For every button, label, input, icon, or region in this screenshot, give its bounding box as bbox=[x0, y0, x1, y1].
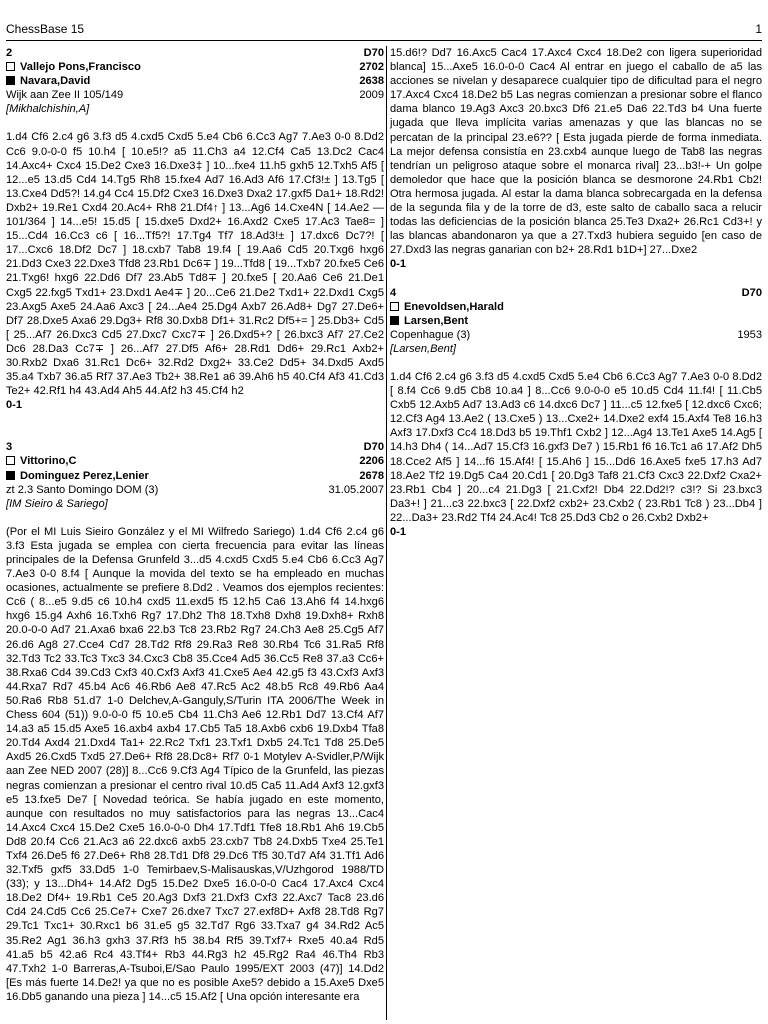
event: zt 2.3 Santo Domingo DOM (3) bbox=[6, 483, 159, 496]
white-elo: 2702 bbox=[359, 61, 384, 74]
black-elo: 2638 bbox=[359, 75, 384, 88]
game-result: 0-1 bbox=[390, 526, 407, 538]
game-number: 2 bbox=[6, 47, 13, 59]
event-year: 1953 bbox=[737, 328, 762, 341]
left-column bbox=[6, 46, 384, 1020]
game-result: 0-1 bbox=[6, 399, 23, 412]
eco-code: D70 bbox=[741, 286, 762, 299]
black-square-icon bbox=[6, 76, 15, 85]
black-square-icon bbox=[390, 316, 399, 325]
game-moves: 1.d4 Cf6 2.c4 g6 3.f3 d5 4.cxd5 Cxd5 5.e4 Cb6 6.Cc3 Ag7 7.Ae3 0-0 8.Dd2 [ 8.f4 Cc6 9.d5 Cb8 10.a4 ] 8...Cc6 9.0-0-0 e5 10.d5 Cd4 11.f4! [ 11.Cb5 Cxb5 12.Axb5 Ad7 13.Ad3 c6 14.dxc6 Dc7 ] 11...c5 12.fxe5 [ 12.dxc6 Cxc6; 12.Cf3 Ag4 13.Ae2 ( 13.Cxe5 ) 13...Cxe2+ 14.Dxe2 exf4 15.Axf4 Te8 16.h3 Axf3 17.Dxf3 Cc4 18.Dd3 b5 19.Thf1 Cxb2 ] 12...Ag4 13.Te1 Axe5 14.Ag5 [ 14.h3 Dh4 ( 14...Ad7 15.Cf3 16.gxf3 De7 ) 15.Rb1 f6 16.Tc1 a6 17.Af2 Dh5 18.Cce2 Af5 ] 14...f6 15.Af4! [ 15.Ah6 ] 15...Dd6 16.Axe5 fxe5 17.h3 Ad7 18.Ae2 Tf2 19.Dg5 Ca4 20.Cd1 [ 20.Dg3 Taf8 21.Cf3 Cxc3 22.Dxf2 Cxa2+ 23.Rb1 Cb4 ] 20...c4 21.Dg3 [ 21.Cxf2! Db4 22.Dd2!? c3!? Si 23.bxc3 Da3+! ] 21...c3 22.bxc3 [ 22.Dxf2 cxb2+ 23.Cxb2 ( 23.Rb1 Tc8 ) 23...Db4 ] 22...Da3+ 23.Rd2 Tf4 24.Ac4! Tc8 25.Dd3 Cb2 o 26.Cxb2 Dxb2+ bbox=[390, 370, 762, 524]
white-player: Enevoldsen,Harald bbox=[404, 300, 504, 313]
white-square-icon bbox=[6, 62, 15, 71]
event-date: 31.05.2007 bbox=[328, 483, 384, 496]
black-elo: 2678 bbox=[359, 469, 384, 482]
white-square-icon bbox=[390, 302, 399, 311]
white-player-row bbox=[6, 454, 384, 468]
annotator: [Larsen,Bent] bbox=[390, 342, 456, 355]
white-player-row bbox=[6, 60, 384, 74]
event-row bbox=[6, 483, 384, 497]
annotator: [Mikhalchishin,A] bbox=[6, 103, 90, 116]
app-title: ChessBase 15 bbox=[6, 22, 85, 36]
game-number: 4 bbox=[390, 286, 397, 299]
white-player: Vallejo Pons,Francisco bbox=[20, 61, 141, 74]
black-player-row bbox=[6, 74, 384, 88]
game-number-row bbox=[6, 46, 384, 60]
white-player: Vittorino,C bbox=[20, 455, 77, 468]
game-number-row bbox=[6, 440, 384, 454]
game-3 bbox=[6, 440, 384, 1004]
white-square-icon bbox=[6, 456, 15, 465]
event: Wijk aan Zee II 105/149 bbox=[6, 89, 124, 102]
white-player-row bbox=[390, 300, 762, 314]
game-moves: 1.d4 Cf6 2.c4 g6 3.f3 d5 4.cxd5 Cxd5 5.e4 Cb6 6.Cc3 Ag7 7.Ae3 0-0 8.Dd2 Cc6 9.0-0-0 f5 10.h4 [ 10.e5!? a5 11.Ch3 a4 12.Cf4 Ca5 13.Dc2 Cac4 14.Axc4+ Cxc4 15.De2 Cxe3 16.Dxe3‡ ] 10...fxe4 11.h5 gxh5 12.Txh5 Af5 [ 12...e5 13.d5 Cd4 14.Tg5 Rh8 15.fxe4 Ad7 16.Ad3 Af6 17.Cf3!± ] 13.Tg5 [ 13.Cxe4 Dd5?! 14.g4 Cc4 15.Df2 Cxe3 16.Dxe3 Dxa2 17.gxf5 Da1+ 18.Rd2! Dxb2+ 19.Re1 Cxd4 20.Ac4+ Rh8 21.Df4↑ ] 13...Ag6 14.Cxe4N [ 14.Ae2 — 101/364 ] 14...e5! 15.d5 [ 15.dxe5 Dxd2+ 16.Axd2 Cxe5 17.Ac3 Tae8= ] 15...Cd4 16.Cc3 c6 [ 16...Tf5?! 17.Tg4 Tf7 18.Ad3!± ] 17.dxc6 Dc7?! [ 17...Cxc6 18.Df2 Dc7 ] 18.cxb7 Tab8 19.f4 [ 19.Aa6 Cd5 20.Txg6 hxg6 21.Dd3 Cxe3 22.Dxe3 Tfd8 23.Rb1 Dc6∓ ] 19...Tfd8 [ 19...Txb7 20.fxe5 Ce6 21.Txg6! hxg6 22.Dd6 Df7 23.Ab5 Td8∓ ] 20.fxe5 [ 20.Aa6 Ce6 21.De1 Cxg5 22.fxg5 Txd1+ 23.Dxd1 Ae4∓ ] 20...Ce6 21.De2 Txd1+ 22.Dxd1 Cxg5 23.Axg5 Axe5 24.Aa6 Axc3 [ 24...Ae4 25.Dg4 Axb7 26.Ad8+ Dg7 27.De6+ Df7 28.Dxe5 Axa6 29.Dg3+ Rf8 30.Dxb8 Df1+ 31.Rc2 Df5+= ] 25.Db3+ Cd5 [ 25...Af7 26.Dxc3 Cd5 27.Dxc7 Cxc7∓ ] 26.Dxd5+? [ 26.bxc3 Af7 27.Ce2 Dc6 28.Da3 Cc7∓ ] 26...Af7 27.Df5 Af6+ 28.Rd1 Dd6+ 29.Rc1 Axb2+ 30.Rxb2 Dxa6 31.Rc1 Dc6+ 32.Rd2 Dxg2+ 33.Ce2 Dd5+ 34.Dxd5 Axd5 35.a4 Txb7 36.a5 Rf7 37.Ae3 Tb2+ 38.Re1 a6 39.Ah6 h5 40.Cf4 Af3 41.Cd3 Te2+ 42.Rf1 h4 43.Ad4 Ah5 44.Af2 h3 45.Cf4 h2 bbox=[6, 131, 384, 398]
game-number-row bbox=[390, 286, 762, 300]
event-row bbox=[6, 88, 384, 102]
black-player: Dominguez Perez,Lenier bbox=[20, 469, 149, 482]
black-square-icon bbox=[6, 471, 15, 480]
game-number: 3 bbox=[6, 441, 13, 454]
event: Copenhague (3) bbox=[390, 328, 471, 341]
page-header bbox=[6, 22, 762, 41]
page-number: 1 bbox=[755, 22, 762, 36]
black-player: Navara,David bbox=[20, 75, 91, 88]
white-elo: 2206 bbox=[359, 455, 384, 468]
black-player-row bbox=[390, 314, 762, 328]
black-player: Larsen,Bent bbox=[404, 314, 469, 327]
game-moves: (Por el MI Luis Sieiro González y el MI Wilfredo Sariego) 1.d4 Cf6 2.c4 g6 3.f3 Esta jugada se emplea con cierta frecuencia para evitar las líneas principales de la Defensa Grunfeld 3...d5 4.cxd5 Cxd5 5.e4 Cb6 6.Cc3 Ag7 7.Ae3 0-0 8.f4 [ Aunque la movida del texto se ha empleado en muchas ocasiones, actualmente se prefiere 8.Dd2 . Veamos dos ejemplos recientes: Cc6 ( 8...e5 9.d5 c6 10.h4 cxd5 11.exd5 f5 12.h5 Ca6 13.Ah6 f4 14.hxg6 hxg6 15.g4 Axh6 16.Txh6 Rg7 17.Dh2 Th8 18.Txh8 Dxh8 19.Dxh8+ Rxh8 20.0-0-0 Ad7 21.Axa6 bxa6 22.b3 Tc8 23.Rb2 Rg7 24.Ch3 Ae8 25.Cg5 Af7 26.d6 Ag8 27.Cce4 Cd7 28.Td2 Rf8 29.Ra3 Re8 30.Rb4 Tc6 31.Ra5 Rf8 32.Td3 Tc2 33.Tc3 Txc3 34.Cxc3 Cb8 35.Cce4 Ad5 36.Cc5 Re8 37.a3 Cc6+ 38.Rxa6 Cd4 39.Cd3 Cxf3 40.Cxf3 Axf3 41.Cxe5 Ae4 42.g5 f3 43.Cxf3 Axf3 44.Rxa7 Rd7 45.b4 Ac6 46.Rb6 Ae8 47.Rc5 Ac2 48.b5 Rc8 49.Rb6 Aa4 50.Ra6 Rb8 51.d7 1-0 Delchev,A-Ganguly,S/Turin ITA 2006/The Week in Chess 604 (51)) 9.0-0-0 f5 10.e5 Cb4 11.Ch3 Ae6 12.Rb1 Dd7 13.Cf4 Af7 14.a3 a5 15.d5 Axe5 16.axb4 axb4 17.Cb5 Ta5 18.Axb6 cxb6 19.Dxb4 Tfa8 20.Td4 Axd4 21.Dxd4 Ta1+ 22.Rc2 Txf1 23.Txf1 Dxb5 24.Tc1 Td8 25.De5 Axd5 26.Cxd5 Txd5 27.De6+ Rf8 28.Dc8+ Rf7 0-1 Motylev A-Svidler,P/Wijk aan Zee NED 2007 (28)] 8...Cc6 9.Cf3 Ag4 Típico de la Grunfeld, las piezas negras comienzan a presionar el centro rival 10.d5 Ca5 11.Ad4 Axf3 12.gxf3 e5 13.fxe5 De7 [ Novedad teórica. Se había jugado en este momento, aunque con resultados no muy satisfactorios para las negras 13...Cac4 14.Axc4 Cxc4 15.De2 Cxe5 16.0-0-0 Dh4 17.Tdf1 Tfe8 18.Rb1 Ah6 19.Cb5 Dd8 20.f4 Cc6 21.Ac3 a6 22.dxc6 axb5 23.cxb7 Tb8 24.Dxb5 Txe4 25.Te1 Txf4 26.De5 f6 27.De6+ Rh8 28.Td1 Df8 29.Dc6 Tf5 30.Td7 Af4 31.Tf1 Ad6 32.Txf5 gxf5 33.Dd5 1-0 Temirbaev,S-Malisauskas,V/Uzhgorod 1988/TD (33); y 13...Dh4+ 14.Af2 Dg5 15.De2 Dxe5 16.0-0-0 Cac4 17.Axc4 Cxc4 18.De2 Df4+ 19.Rb1 Ce5 20.Ag3 Dxf3 21.Dxf3 Cxf3 22.Axc7 Tac8 23.d6 Cd4 24.Cd5 Cc6 25.Ce7+ Cxe7 26.dxe7 Txc7 27.exf8D+ Axf8 28.Td8 Rg7 29.Tc1 Txc1+ 30.Rxc1 b6 31.e5 g5 32.Td7 Rg6 33.Txa7 g4 34.Rd2 Ac5 35.Re2 Ag1 36.h3 gxh3 37.Rf3 h5 38.b4 Rf5 39.Txf7+ Rxe5 40.a4 Rd5 41.a5 b5 42.a6 Rc4 43.Tf4+ Rb3 44.Rg3 h2 45.Rg2 Ra4 46.Th4 Rb3 47.Txh2 1-0 Barreras,A-Tsuboi,E/Sao Paulo 1995/EXT 2003 (47)] 14.Dd2 [Es más fuerte 14.De2! ya que no es posible Axe5? debido a 15.Axe5 Dxe5 16.Db5 ganando una pieza ] 14...c5 15.Af2 [ Una opción interesante era bbox=[6, 525, 384, 1003]
game-3-continued bbox=[390, 46, 762, 272]
game-result: 0-1 bbox=[390, 258, 407, 271]
black-player-row bbox=[6, 469, 384, 483]
column-divider bbox=[386, 46, 387, 1020]
eco-code: D70 bbox=[363, 441, 384, 454]
right-column bbox=[390, 46, 762, 1020]
event-year: 2009 bbox=[359, 89, 384, 102]
game-4 bbox=[390, 286, 762, 540]
event-row bbox=[390, 328, 762, 342]
game-moves-continued: 15.d6!? Dd7 16.Axc5 Cac4 17.Axc4 Cxc4 18.De2 con ligera superioridad blanca] 15...Axe5 16.0-0-0 Cac4 Al entrar en juego el caballo de a5 las acciones se nivelan y desaparece cualquier tipo de dificultad para el negro 17.Axc4 Cxc4 18.De2 b5 Las negras comienzan a presionar sobre el flanco dama blanco 19.Ag3 Axc3 20.bxc3 Df6 21.e5 Da6 22.Td3 b4 Una fuerte jugada que lleva implícita varias amenazas y que las blancas no se percatan de la principal 23.e6?? [ Esta jugada pierde de forma inmediata. La mejor defensa consistía en 23.cxb4 aunque luego de Tab8 las negras tendrían un peligroso ataque sobre el monarca rival] 23...b3!-+ Un golpe demoledor que hace que la posición blanca se desmorone 24.Rb1 Cb2! Otra hermosa jugada. Al estar la dama blanca sobrecargada en la defensa de la segunda fila y de la torre de d3, este salto de caballo saca a relucir todas las deficiencias de la posición blanca 25.Te3 Dxa2+ 26.Rc1 Cd3+! y las blancas abandonaron ya que a 27.Txd3 hubiera seguido [en caso de 27.Dxd3 las negras ganarian con b2+ 28.Rd1 b1D+] 27...Dxe2 bbox=[390, 47, 762, 257]
eco-code: D70 bbox=[363, 47, 384, 59]
annotator: [IM Sieiro & Sariego] bbox=[6, 497, 108, 510]
game-2 bbox=[6, 46, 384, 412]
